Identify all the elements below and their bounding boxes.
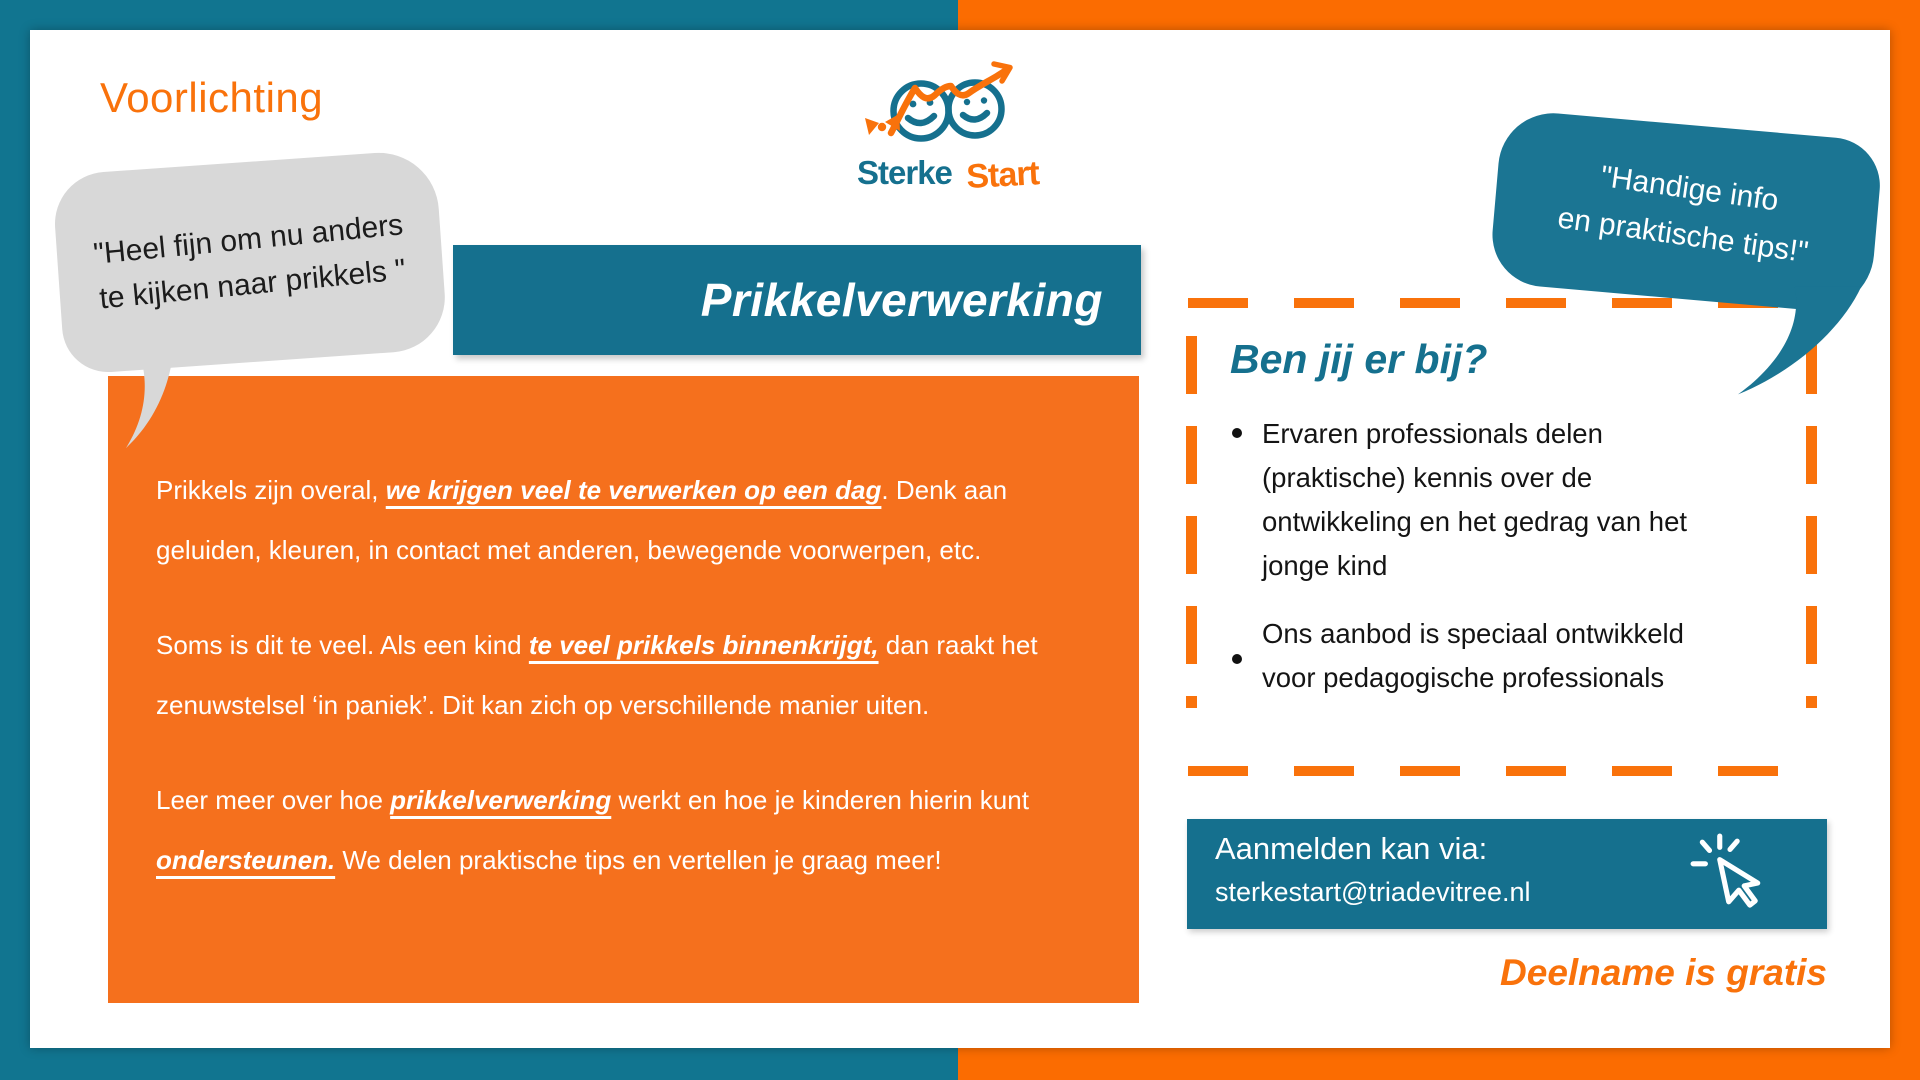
- frame-bottom-teal: [0, 1048, 958, 1080]
- list-item: Ons aanbod is speciaal ontwikkeld voor pedagogische professionals: [1230, 612, 1688, 700]
- logo-word-sterke: Sterke: [857, 154, 952, 191]
- frame-top-orange: [958, 0, 1920, 30]
- quote-left-line1: "Heel fijn om nu anders: [91, 208, 405, 271]
- frame-top-teal: [0, 0, 958, 30]
- intro-text-box: [108, 376, 1139, 1003]
- cursor-click-icon: [1689, 833, 1771, 915]
- footer-note: Deelname is gratis: [1500, 952, 1827, 993]
- intro-paragraph: Soms is dit te veel. Als een kind te veel prikkels binnenkrijgt, dan raakt het zenuwstelsel ‘in paniek’. Dit kan zich op verschillende manier uiten.: [156, 630, 1038, 720]
- quote-bubble-left-tail: [126, 348, 181, 453]
- logo-word-start: Start: [965, 154, 1040, 196]
- dashed-border-left: [1186, 336, 1197, 708]
- signup-label: Aanmelden kan via:: [1215, 831, 1488, 866]
- dashed-border-bottom: [1188, 766, 1812, 776]
- quote-right-line2: en praktische tips!": [1555, 201, 1811, 270]
- list-item: Ervaren professionals delen (praktische) kennis over de ontwikkeling en het gedrag van het jonge kind: [1230, 412, 1688, 588]
- flyer-card: [30, 30, 1890, 1048]
- signup-box: [1187, 819, 1827, 929]
- quote-left-line2: te kijken naar prikkels ": [97, 253, 407, 316]
- intro-paragraph: Prikkels zijn overal, we krijgen veel te verwerken op een dag. Denk aan geluiden, kleuren, in contact met anderen, bewegende voorwerpen, etc.: [156, 475, 1008, 565]
- signup-email: sterkestart@triadevitree.nl: [1215, 877, 1531, 907]
- benefits-list: [1230, 412, 1688, 700]
- frame-right: [1890, 0, 1920, 1080]
- frame-left: [0, 0, 30, 1080]
- intro-paragraph: Leer meer over hoe prikkelverwerking werkt en hoe je kinderen hierin kunt ondersteunen. We delen praktische tips en vertellen je graag meer!: [156, 785, 1029, 875]
- quote-bubble-right-tail: [1738, 286, 1870, 400]
- section-heading: Ben jij er bij?: [1230, 336, 1488, 382]
- title-banner: [453, 245, 1141, 355]
- quote-right-line1: "Handige info: [1598, 159, 1781, 218]
- eyebrow-label: Voorlichting: [100, 74, 324, 121]
- frame-bottom-orange: [958, 1048, 1920, 1080]
- page-title: Prikkelverwerking: [700, 274, 1103, 326]
- quote-bubble-left: [51, 149, 448, 375]
- sterke-start-logo-icon: [845, 60, 1060, 198]
- quote-bubble-right: [1488, 109, 1884, 316]
